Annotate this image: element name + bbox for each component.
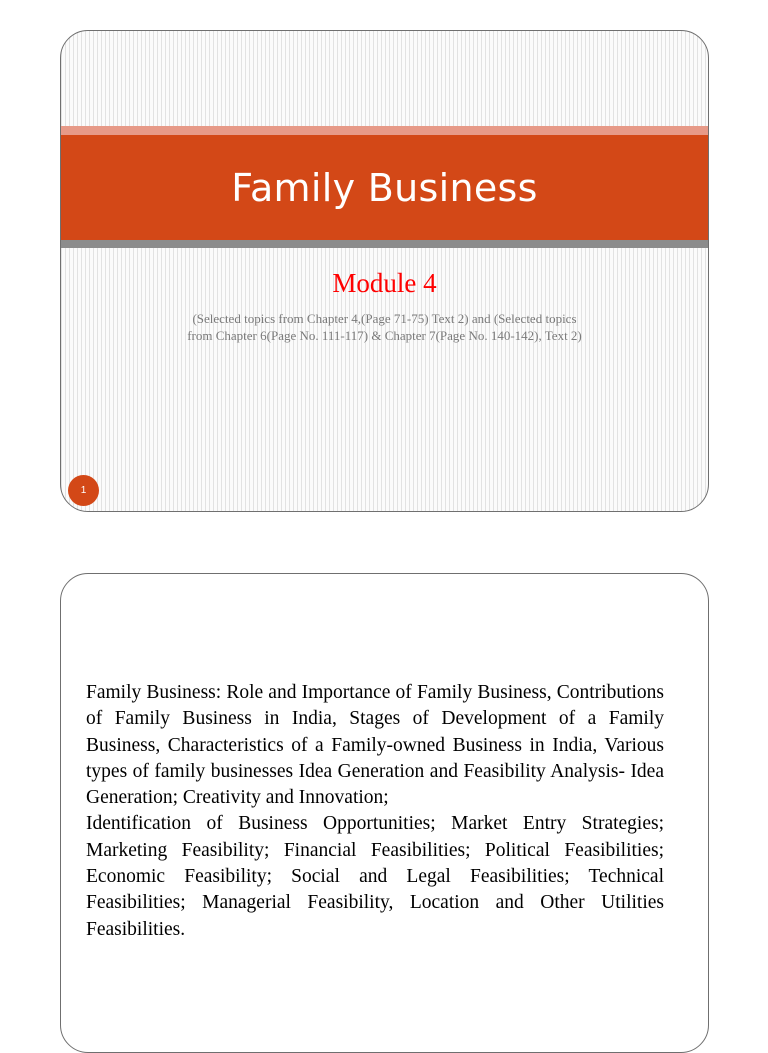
slide-number-badge: 1 xyxy=(68,475,99,506)
module-subtitle: Module 4 xyxy=(332,268,437,298)
title-band xyxy=(61,135,708,240)
slide-1 xyxy=(60,30,709,512)
note-line: from Chapter 6(Page No. 111-117) & Chapter 7(Page No. 140-142), Text 2) xyxy=(187,328,582,343)
title-band-top-stripe xyxy=(61,126,708,135)
syllabus-text xyxy=(86,680,664,943)
note-line: (Selected topics from Chapter 4,(Page 71-75) Text 2) and (Selected topics xyxy=(192,311,577,326)
title-band-bottom-stripe xyxy=(61,240,708,248)
syllabus-paragraph: Identification of Business Opportunities; Market Entry Strategies; Marketing Feasibility; Financial Feasibilities; Political Feasibilities; Economic Feasibility; Social and Legal Feasibilities; Technical Feasibilities; Managerial Feasibility, Location and Other Utilities Feasibilities. xyxy=(86,813,664,940)
syllabus-paragraph: Family Business: Role and Importance of Family Business, Contributions of Family Business in India, Stages of Development of a Family Business, Characteristics of a Family-owned Business in India, Various types of family businesses Idea Generation and Feasibility Analysis- Idea Generation; Creativity and Innovation; xyxy=(86,682,664,809)
slide-title: Family Business xyxy=(231,165,538,210)
chapter-reference-note xyxy=(61,310,708,344)
slide-2 xyxy=(60,573,709,1053)
